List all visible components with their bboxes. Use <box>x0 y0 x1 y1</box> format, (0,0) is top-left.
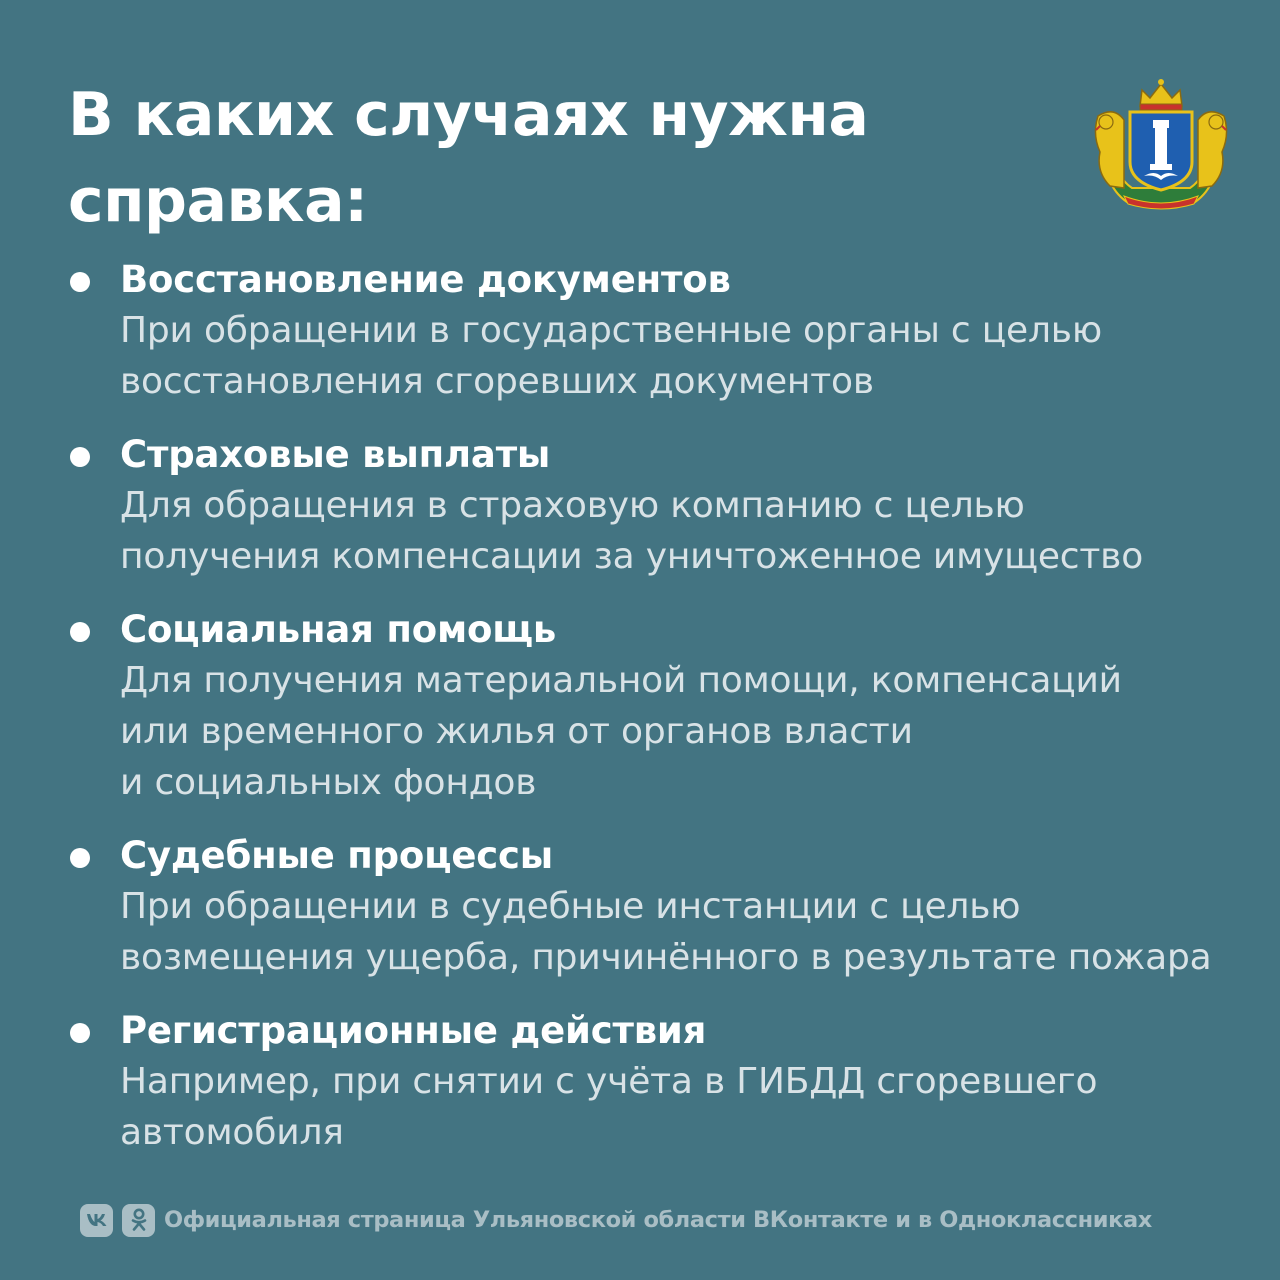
footer <box>80 1203 1152 1237</box>
item-description: При обращении в государственные органы с целью восстановления сгоревших документов <box>120 310 1102 402</box>
item-title: Регистрационные действия <box>120 1009 707 1052</box>
list-item <box>70 604 1260 808</box>
item-title: Восстановление документов <box>120 258 731 301</box>
list-item <box>70 1005 1260 1158</box>
item-title: Социальная помощь <box>120 608 557 651</box>
ulyanovsk-coat-of-arms-icon <box>1090 76 1232 212</box>
vk-icon[interactable] <box>80 1204 113 1237</box>
bullet-icon <box>70 1023 90 1043</box>
bullet-icon <box>70 848 90 868</box>
page-title: В каких случаях нужна справка: <box>68 80 869 236</box>
bullet-icon <box>70 272 90 292</box>
item-title: Страховые выплаты <box>120 433 551 476</box>
item-description: Для получения материальной помощи, компенсаций или временного жилья от органов власти и социальных фондов <box>120 660 1122 803</box>
bullet-icon <box>70 447 90 467</box>
item-description: Для обращения в страховую компанию с целью получения компенсации за уничтоженное имущество <box>120 485 1144 577</box>
list-item <box>70 429 1260 582</box>
list-item <box>70 830 1260 983</box>
item-description: При обращении в судебные инстанции с целью возмещения ущерба, причинённого в результате пожара <box>120 886 1212 978</box>
item-description: Например, при снятии с учёта в ГИБДД сгоревшего автомобиля <box>120 1061 1098 1153</box>
bullet-icon <box>70 622 90 642</box>
item-title: Судебные процессы <box>120 834 553 877</box>
list-item <box>70 254 1260 407</box>
footer-text: Официальная страница Ульяновской области ВКонтакте и в Одноклассниках <box>164 1207 1152 1233</box>
reasons-list <box>70 254 1260 1180</box>
odnoklassniki-icon[interactable] <box>122 1204 155 1237</box>
